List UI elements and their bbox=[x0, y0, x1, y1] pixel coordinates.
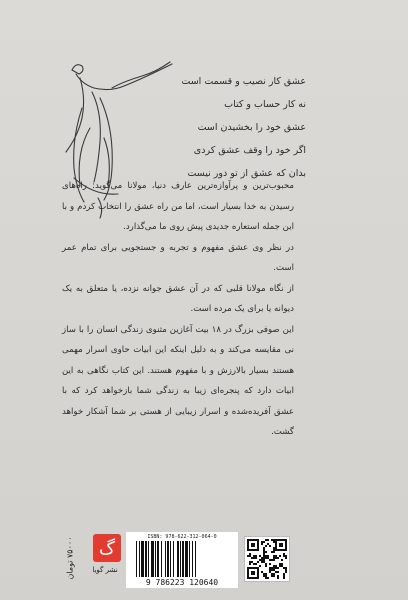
price-label: ۷۵۰۰۰ تومان bbox=[65, 536, 75, 580]
qr-code bbox=[244, 536, 290, 582]
publisher-logo-icon bbox=[93, 534, 121, 562]
poem-block bbox=[156, 70, 306, 185]
publisher-name: نشر گویا bbox=[92, 566, 118, 574]
qr-code-icon bbox=[245, 537, 289, 581]
isbn-text: ISBN: 978-622-312-064-0 bbox=[147, 534, 217, 540]
paragraph: محبوب‌ترین و پرآوازه‌ترین عارف دنیا، مولانا می‌گوید: راه‌های رسیدن به خدا بسیار است، اما من راه عشق را انتخاب کردم و با این جمله استعاره جدیدی پیش روی ما می‌گذارد. bbox=[62, 181, 294, 232]
poem-line: عشق خود را بخشیدن است bbox=[197, 122, 306, 133]
poem-line: بدان که عشق از تو دور نیست bbox=[187, 168, 306, 179]
paragraph: در نظر وی عشق مفهوم و تجربه و جستجویی برای تمام عمر است. bbox=[62, 242, 294, 273]
barcode-area bbox=[126, 532, 238, 588]
publisher-logo bbox=[93, 534, 121, 562]
publisher-logo-glyph: گ bbox=[98, 538, 116, 559]
poem-line: اگر خود را وقف عشق کردی bbox=[193, 145, 306, 156]
paragraph: از نگاه مولانا قلبی که در آن عشق جوانه نزده، یا متعلق به یک دیوانه یا برای یک مرده است. bbox=[62, 283, 294, 314]
barcode-number: 9 786223 120640 bbox=[145, 578, 219, 587]
description-text bbox=[62, 176, 294, 443]
paragraph: این صوفی بزرگ در ۱۸ بیت آغازین مثنوی زندگی انسان را با ساز نی مقایسه می‌کند و به دلیل اینکه این ابیات حاوی اسرار مهمی هستند بسیار بالارزش و با مفهوم هستند. این کتاب نگاهی به این ابیات دارد که پنجره‌ای زیبا به زندگی شما بازخواهد کرد که با عشق آفریده‌شده و اسرار زیبایی از هستی بر شما آشکار خواهد گشت. bbox=[62, 324, 294, 437]
poem-line: عشق کار نصیب و قسمت است bbox=[181, 76, 306, 87]
poem-line: نه کار حساب و کتاب bbox=[224, 99, 306, 110]
